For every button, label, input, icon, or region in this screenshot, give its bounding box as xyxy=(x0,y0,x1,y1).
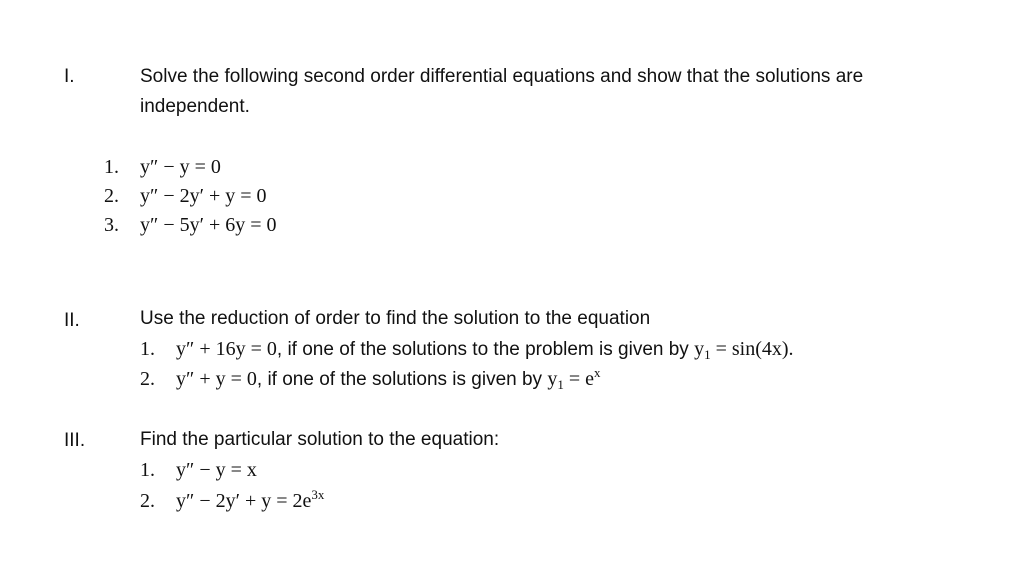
equation: y″ − y = x xyxy=(176,459,257,481)
equation: y″ − 5y′ + 6y = 0 xyxy=(140,214,277,236)
item-condition-text: , if one of the solutions is given by xyxy=(256,369,548,390)
item-number: 1. xyxy=(104,156,119,178)
section-intro-line: Use the reduction of order to find the solution to the equation xyxy=(140,308,651,329)
given-solution: $y_1 = e^x$ xyxy=(547,365,601,392)
equation-item xyxy=(104,152,221,183)
equation: y″ − y = 0 xyxy=(140,156,221,178)
equation: y″ + y = 0 xyxy=(176,368,257,390)
equation-item xyxy=(140,455,257,486)
item-number: 1. xyxy=(140,338,155,360)
equation-item xyxy=(140,486,324,517)
equation-item xyxy=(140,364,601,395)
section-numeral: III. xyxy=(64,430,86,451)
item-number: 2. xyxy=(140,490,155,512)
section-intro-line: Find the particular solution to the equation: xyxy=(140,429,500,450)
item-number: 2. xyxy=(104,185,119,207)
equation-item: 1. y″ + 16y = 0, if one of the solutions to the problem is given by $y_1 = \sin(4x)$. xyxy=(140,334,794,365)
section-numeral: II. xyxy=(64,310,80,331)
equation: y″ + 16y = 0 xyxy=(176,338,277,360)
equation-item xyxy=(104,181,267,212)
section-intro-line: Solve the following second order differential equations and show that the solutions are xyxy=(140,66,864,87)
item-number: 1. xyxy=(140,459,155,481)
given-solution: $y_1 = \sin(4x)$ xyxy=(694,338,789,362)
section-intro-line: independent. xyxy=(140,96,250,117)
item-number: 2. xyxy=(140,368,155,390)
item-number: 3. xyxy=(104,214,119,236)
item-condition-text: , if one of the solutions to the problem is given by xyxy=(276,339,695,360)
equation: y″ − 2y′ + y = 0 xyxy=(140,185,267,207)
equation: $y'' - 2y' + y = 2e^{3x}$ xyxy=(176,487,325,512)
section-numeral: I. xyxy=(64,66,75,87)
equation-item xyxy=(104,210,277,241)
